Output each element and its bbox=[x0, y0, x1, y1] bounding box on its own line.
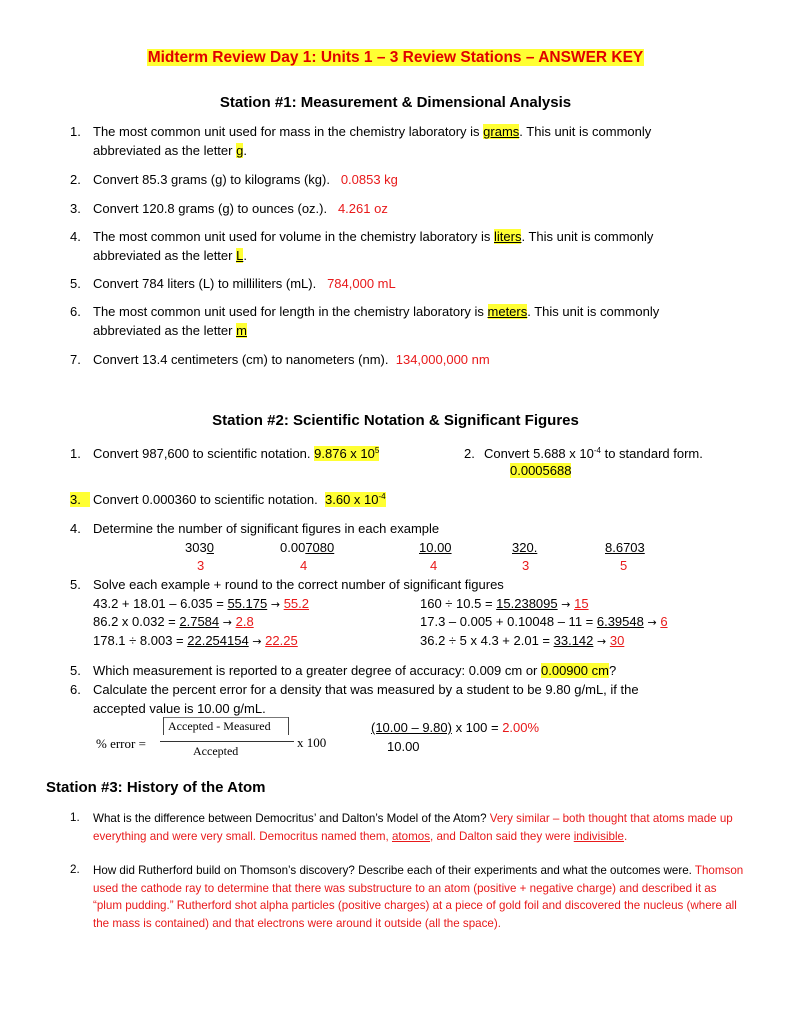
s1-q6-answer-m: m bbox=[236, 323, 247, 338]
s2-q1-number: 1. bbox=[70, 446, 81, 461]
s1-q5-answer: 784,000 mL bbox=[327, 276, 396, 291]
s2-q5-number: 5. bbox=[70, 577, 81, 592]
s1-q5-number: 5. bbox=[70, 276, 81, 291]
s1-q6-line1: The most common unit used for length in the chemistry laboratory is meters. This unit is commonly bbox=[93, 304, 660, 319]
rounding-example: 178.1 ÷ 8.003 = 22.254154 → 22.25 bbox=[93, 633, 298, 648]
sigfig-answer: 4 bbox=[430, 558, 438, 573]
s2-q7-line2: accepted value is 10.00 g/mL. bbox=[93, 701, 266, 716]
s1-q1-line1: The most common unit used for mass in the chemistry laboratory is grams. This unit is commonly bbox=[93, 124, 652, 139]
s1-q3: Convert 120.8 grams (g) to ounces (oz.). 4.261 oz bbox=[93, 201, 388, 216]
s2-q7-line1: Calculate the percent error for a density that was measured by a student to be 9.80 g/mL, if the bbox=[93, 682, 639, 697]
s3-q2-number: 2. bbox=[70, 863, 80, 876]
s1-q3-number: 3. bbox=[70, 201, 81, 216]
s3-q1: What is the difference between Democritus’ and Dalton’s Model of the Atom? Very similar – both thought that atoms made up everything and were very small. Democritus named them, atomos, and Dalton said they were indivisible. bbox=[93, 812, 733, 843]
s2-q5: Solve each example + round to the correct number of significant figures bbox=[93, 577, 504, 592]
sigfig-answer: 5 bbox=[620, 558, 628, 573]
sigfig-answer: 3 bbox=[522, 558, 530, 573]
s1-q2-answer: 0.0853 kg bbox=[340, 172, 398, 187]
station2-heading: Station #2: Scientific Notation & Significant Figures bbox=[212, 412, 579, 429]
s2-q6-number: 5. bbox=[70, 663, 81, 678]
percent-error-denominator: 10.00 bbox=[387, 739, 420, 754]
s1-q3-answer: 4.261 oz bbox=[337, 201, 388, 216]
percent-error-answer: 2.00% bbox=[502, 720, 540, 735]
s2-q1: Convert 987,600 to scientific notation. 9.876 x $10^5$ bbox=[93, 446, 380, 461]
formula-bar-top bbox=[163, 717, 289, 718]
s3-q1-answer: Very similar – both thought that atoms made up everything and were very small. Democritus named them, atomos, and Dalton said they were indivisible. bbox=[93, 812, 733, 843]
abs-bar-left bbox=[163, 717, 164, 735]
s1-q4-line1: The most common unit used for volume in the chemistry laboratory is liters. This unit is commonly bbox=[93, 229, 654, 244]
s2-q2-number: 2. bbox=[464, 446, 475, 461]
formula-numerator: Accepted - Measured bbox=[168, 719, 271, 733]
s2-q4: Determine the number of significant figures in each example bbox=[93, 521, 440, 536]
s1-q4-number: 4. bbox=[70, 229, 81, 244]
page-title: Midterm Review Day 1: Units 1 – 3 Review Stations – ANSWER KEY bbox=[147, 49, 644, 66]
sigfig-example: 10.00 bbox=[419, 540, 452, 555]
s1-q6-number: 6. bbox=[70, 304, 81, 319]
s1-q2: Convert 85.3 grams (g) to kilograms (kg). 0.0853 kg bbox=[93, 172, 398, 187]
s1-q1-answer-grams: grams bbox=[483, 124, 520, 139]
rounding-example: 43.2 + 18.01 – 6.035 = 55.175 → 55.2 bbox=[93, 596, 309, 611]
sigfig-example: 8.6703 bbox=[605, 540, 645, 555]
s1-q7-answer: 134,000,000 nm bbox=[395, 352, 490, 367]
formula-fraction-bar bbox=[160, 741, 294, 742]
abs-bar-right bbox=[288, 717, 289, 735]
s1-q6-line2: abbreviated as the letter m bbox=[93, 323, 247, 338]
s2-q1-answer: 9.876 x $10^5$ bbox=[314, 446, 380, 461]
s1-q1-answer-g: g bbox=[236, 143, 244, 158]
rounding-example: 17.3 – 0.005 + 0.10048 – 11 = 6.39548 → 6 bbox=[420, 614, 668, 629]
s1-q7: Convert 13.4 centimeters (cm) to nanometers (nm). 134,000,000 nm bbox=[93, 352, 490, 367]
s1-q2-number: 2. bbox=[70, 172, 81, 187]
sigfig-example: 3030 bbox=[185, 540, 214, 555]
s2-q7-number: 6. bbox=[70, 682, 81, 697]
rounding-example: 160 ÷ 10.5 = 15.238095 → 15 bbox=[420, 596, 589, 611]
s1-q7-number: 7. bbox=[70, 352, 81, 367]
s2-q2: Convert 5.688 x $10^{-4}$ to standard form. bbox=[484, 446, 703, 461]
sigfig-answer: 3 bbox=[197, 558, 205, 573]
sigfig-answer: 4 bbox=[300, 558, 308, 573]
s3-q2: How did Rutherford build on Thomson’s discovery? Describe each of their experiments and what the outcomes were. Thomson used the cathode ray to determine that there was substructure to an atom (positive + negative charge) and described it as “plum pudding.” Rutherford shot alpha particles (positive charges) at a piece of gold foil and discovered the nucleus (where all the mass is contained) and that electrons were around it outside (all the space). bbox=[93, 864, 744, 930]
rounding-example: 86.2 x 0.032 = 2.7584 → 2.8 bbox=[93, 614, 254, 629]
s2-q3-answer: 3.60 x $10^{-4}$ bbox=[325, 492, 386, 507]
s2-q3: Convert 0.000360 to scientific notation. 3.60 x $10^{-4}$ bbox=[93, 492, 386, 507]
formula-lhs: % error = bbox=[96, 736, 146, 751]
s2-q3-number: 3. bbox=[70, 492, 90, 507]
s2-q4-number: 4. bbox=[70, 521, 81, 536]
s1-q4-line2: abbreviated as the letter L. bbox=[93, 248, 247, 263]
formula-denominator: Accepted bbox=[193, 744, 239, 758]
s2-q6: Which measurement is reported to a greater degree of accuracy: 0.009 cm or 0.00900 cm? bbox=[93, 663, 617, 678]
s3-q2-answer: Thomson used the cathode ray to determine that there was substructure to an atom (positive + negative charge) and described it as “plum pudding.” Rutherford shot alpha particles (positive charges) at a piece of gold foil and discovered the nucleus (where all the mass is contained) and that electrons were around it outside (all the space). bbox=[93, 864, 744, 930]
station1-heading: Station #1: Measurement & Dimensional Analysis bbox=[219, 94, 572, 111]
s1-q6-answer-meters: meters bbox=[487, 304, 528, 319]
s1-q1-number: 1. bbox=[70, 124, 81, 139]
s3-q1-number: 1. bbox=[70, 811, 80, 824]
station3-heading: Station #3: History of the Atom bbox=[46, 779, 266, 796]
s1-q5: Convert 784 liters (L) to milliliters (mL). 784,000 mL bbox=[93, 276, 396, 291]
formula-multiplier: x 100 bbox=[297, 735, 327, 750]
s1-q1-line2: abbreviated as the letter g. bbox=[93, 143, 247, 158]
sigfig-example: 0.007080 bbox=[280, 540, 335, 555]
s1-q4-answer-liters: liters bbox=[494, 229, 522, 244]
s1-q4-answer-L: L bbox=[236, 248, 244, 263]
s2-q6-answer: 0.00900 cm bbox=[541, 663, 609, 678]
s2-q2-answer: 0.0005688 bbox=[510, 463, 572, 478]
sigfig-example: 320. bbox=[512, 540, 538, 555]
percent-error-work: (10.00 – 9.80) x 100 = 2.00% bbox=[371, 720, 540, 735]
rounding-example: 36.2 ÷ 5 x 4.3 + 2.01 = 33.142 → 30 bbox=[420, 633, 625, 648]
